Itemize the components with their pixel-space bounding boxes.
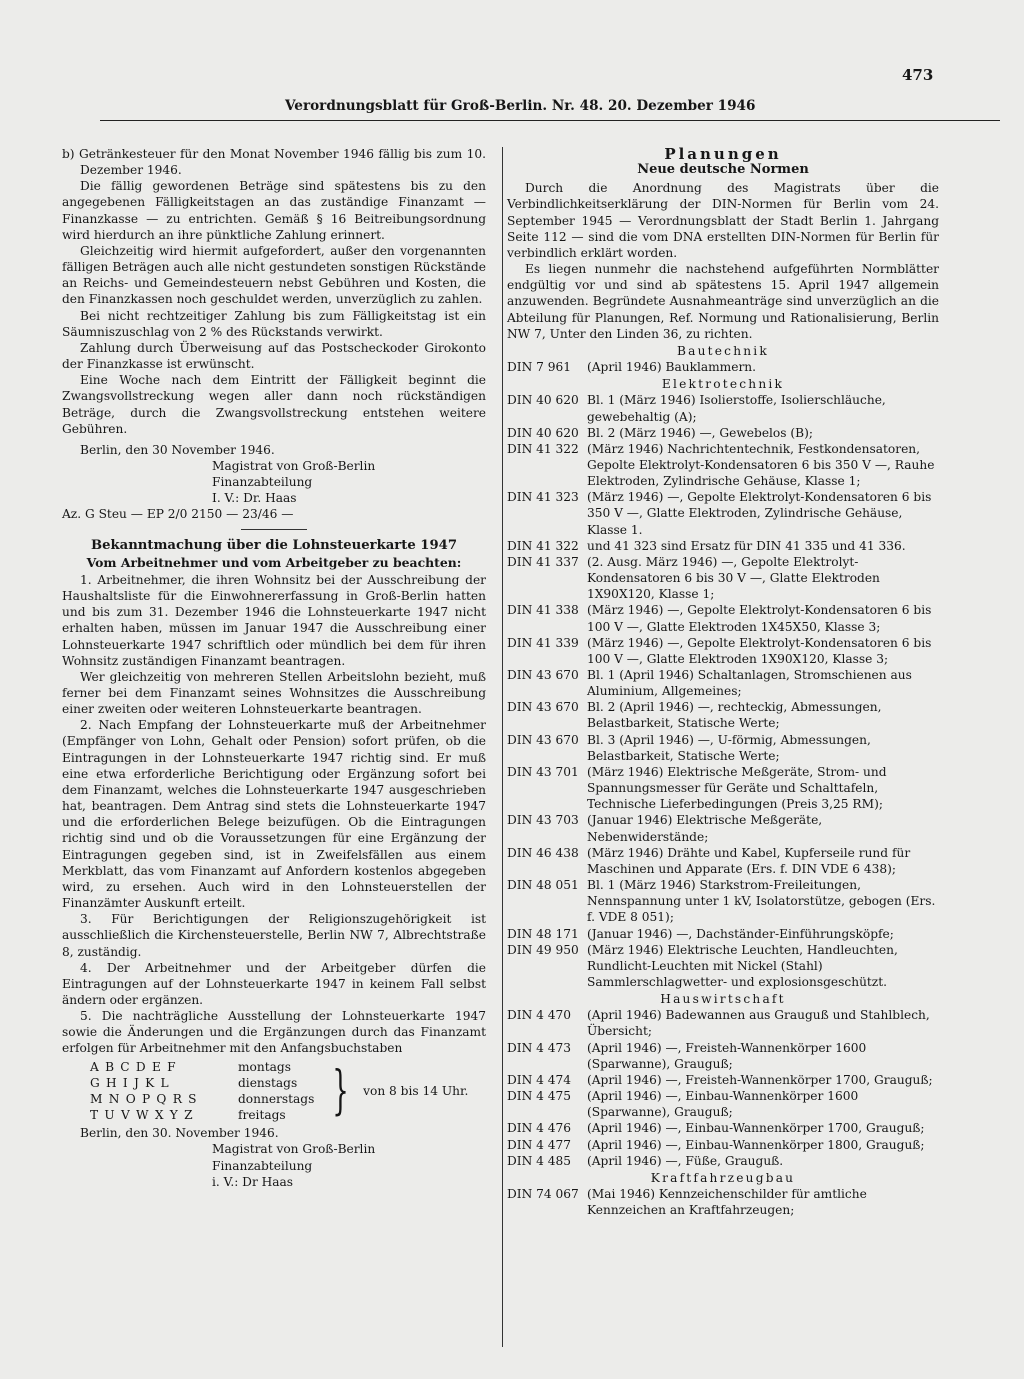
norm-table-hauswirtschaft [507, 1007, 939, 1169]
norm-code: DIN 41 337 [507, 554, 579, 569]
letter-schedule [90, 1059, 486, 1124]
norm-title: (April 1946) —, Einbau-Wannenkörper 1600 (Sparwanne), Grauguß; [587, 1089, 859, 1120]
norm-code: DIN 48 051 [507, 878, 579, 893]
norm-code: DIN 7 961 [507, 360, 572, 375]
norm-title: und 41 323 sind Ersatz für DIN 41 335 und 41 336. [587, 538, 906, 553]
paragraph: Bei nicht rechtzeitiger Zahlung bis zum Fälligkeitstag ist ein Säumniszuschlag von 2 % des Rückstands verwirkt. [62, 308, 486, 339]
paragraph: Die fällig gewordenen Beträge sind spätestens bis zu den angegebenen Fälligkeitstagen an das zuständige Finanzamt — Finanzkasse — zu entrichten. Gemäß § 16 Beitreibungsordnung wird hierdurch an ihre pünktliche Zahlung erinnert. [62, 179, 486, 242]
paragraph: Durch die Anordnung des Magistrats über die Verbindlichkeitserklärung der DIN-Normen für Berlin vom 24. September 1945 — Verordnungsblatt der Stadt Berlin 1. Jahrgang Seite 112 — sind die vom DNA erstellten DIN-Normen für Berlin für verbindlich erklärt worden. [507, 181, 939, 260]
norm-title: (März 1946) Drähte und Kabel, Kupferseile rund für Maschinen und Apparate (Ers. f. DIN VDE 6 438); [587, 845, 911, 876]
schedule-hours: von 8 bis 14 Uhr. [363, 1083, 469, 1098]
norm-title: Bl. 2 (April 1946) —, rechteckig, Abmessungen, Belastbarkeit, Statische Werte; [587, 700, 882, 731]
signature-signer: I. V.: Dr. Haas [212, 491, 297, 506]
signature-department: Finanzabteilung [212, 475, 313, 490]
left-column [62, 146, 486, 1190]
norm-title: (März 1946) —, Gepolte Elektrolyt-Kondensatoren 6 bis 350 V —, Glatte Elektroden, Zylindrische Gehäuse, Klasse 1. [587, 490, 932, 537]
schedule-day: donnerstags [238, 1091, 315, 1106]
norm-title: (April 1946) —, Einbau-Wannenkörper 1700, Grauguß; [587, 1121, 925, 1136]
table-row [507, 538, 939, 554]
norm-title: (April 1946) —, Freisteh-Wannenkörper 1600 (Sparwanne), Grauguß; [587, 1040, 867, 1071]
schedule-day: freitags [238, 1108, 286, 1123]
table-row [507, 441, 939, 489]
schedule-day: montags [238, 1059, 291, 1074]
norm-code: DIN 46 438 [507, 845, 579, 860]
norm-title: Bl. 2 (März 1946) —, Gewebelos (B); [587, 425, 813, 440]
table-row [507, 667, 939, 699]
paragraph: Wer gleichzeitig von mehreren Stellen Arbeitslohn bezieht, muß ferner bei dem Finanzamt seines Wohnsitzes die Ausschreibung einer zweiten oder weiteren Lohnsteuerkarte beantragen. [62, 669, 486, 717]
signature-authority: Magistrat von Groß-Berlin [212, 458, 376, 473]
table-row [507, 764, 939, 812]
paragraph: Es liegen nunmehr die nachstehend aufgeführten Normblätter endgültig vor und sind ab spätestens 15. April 1947 allgemein anzuwenden. Begründete Ausnahmeanträge sind unverzüglich an die Abteilung für Planungen, Ref. Normung und Rationalisierung, Berlin NW 7, Unter den Linden 36, zu richten. [507, 262, 939, 341]
table-row [507, 1137, 939, 1153]
norm-code: DIN 43 701 [507, 764, 579, 779]
table-row [507, 812, 939, 844]
norm-code: DIN 43 703 [507, 813, 579, 828]
table-row [507, 635, 939, 667]
column-divider [502, 147, 503, 1347]
file-reference: Az. G Steu — EP 2/0 2150 — 23/46 — [62, 507, 294, 522]
norm-title: Bl. 3 (April 1946) —, U-förmig, Abmessungen, Belastbarkeit, Statische Werte; [587, 732, 871, 763]
table-row [507, 554, 939, 602]
norm-title: Bl. 1 (März 1946) Isolierstoffe, Isolierschläuche, gewebehaltig (A); [587, 393, 886, 424]
page-number: 473 [902, 66, 934, 84]
table-row [507, 1072, 939, 1088]
paragraph: Zahlung durch Überweisung auf das Postscheckoder Girokonto der Finanzkasse ist erwünscht. [62, 340, 486, 372]
norm-title: (April 1946) Badewannen aus Grauguß und Stahlblech, Übersicht; [587, 1008, 930, 1039]
table-row [507, 1120, 939, 1136]
norm-code: DIN 41 338 [507, 603, 579, 618]
norm-code: DIN 43 670 [507, 732, 579, 747]
signature-department: Finanzabteilung [212, 1158, 313, 1173]
paragraph: b) Getränkesteuer für den Monat November 1946 fällig bis zum 10. Dezember 1946. [62, 147, 486, 178]
norm-code: DIN 41 339 [507, 635, 579, 650]
header-rule [100, 120, 1000, 121]
paragraph: 4. Der Arbeitnehmer und der Arbeitgeber dürfen die Eintragungen auf der Lohnsteuerkarte 1947 in keinem Fall selbst ändern oder ergänzen. [62, 960, 486, 1007]
section-subtitle: Neue deutsche Normen [637, 162, 809, 178]
table-row [507, 926, 939, 942]
norm-code: DIN 4 485 [507, 1153, 572, 1168]
notice-subtitle: Vom Arbeitnehmer und vom Arbeitgeber zu beachten: [86, 554, 462, 570]
schedule-letters: M N O P Q R S [90, 1091, 198, 1106]
schedule-letters: G H I J K L [90, 1075, 170, 1090]
table-row [507, 1040, 939, 1072]
norm-code: DIN 41 323 [507, 490, 579, 505]
norm-code: DIN 48 171 [507, 926, 579, 941]
paragraph: Eine Woche nach dem Eintritt der Fälligkeit beginnt die Zwangsvollstreckung wegen aller dann noch rückständigen Beträge, durch die Zwangsvollstreckung entstehen weitere Gebühren. [62, 373, 486, 436]
norm-category-heading: Kraftfahrzeugbau [650, 1170, 796, 1185]
paragraph: 1. Arbeitnehmer, die ihren Wohnsitz bei der Ausschreibung der Haushaltsliste für die Einwohnererfassung in Groß-Berlin hatten und bis zum 31. Dezember 1946 die Lohnsteuerkarte 1947 nicht erhalten haben, müssen im Januar 1947 die Ausschreibung einer Lohnsteuerkarte 1947 schriftlich oder mündlich bei dem für ihren Wohnsitz zuständigen Finanzamt beantragen. [62, 572, 486, 668]
norm-code: DIN 41 322 [507, 538, 579, 553]
norm-category-heading: Hauswirtschaft [660, 992, 786, 1007]
norm-category-heading: Bautechnik [677, 343, 769, 358]
paragraph: 2. Nach Empfang der Lohnsteuerkarte muß der Arbeitnehmer (Empfänger von Lohn, Gehalt oder Pension) sofort prüfen, ob die Eintragungen in der Lohnsteuerkarte 1947 richtig sind. Er muß eine etwa erforderliche Berichtigung oder Ergänzung sofort bei dem Finanzamt, welches die Lohnsteuerkarte 1947 ausgeschrieben hat, beantragen. Dem Antrag sind stets die Lohnsteuerkarte 1947 und die erforderlichen Belege beizufügen. Ob die Eintragungen richtig sind und ob die Voraussetzungen für eine Ergänzung der Eintragungen gegeben sind, ist in Zweifelsfällen aus einem Merkblatt, das vom Finanzamt auf Anfordern kostenlos abgegeben wird, zu ersehen. Auch wird in den Lohnsteuerstellen der Finanzämter Auskunft erteilt. [62, 718, 486, 911]
schedule-day: dienstags [238, 1075, 298, 1090]
norm-code: DIN 43 670 [507, 668, 579, 682]
table-row [507, 359, 939, 375]
norm-code: DIN 4 470 [507, 1008, 572, 1023]
norm-title: (Januar 1946) —, Dachständer-Einführungsköpfe; [587, 926, 894, 941]
table-row [507, 1153, 939, 1169]
table-row [507, 699, 939, 731]
norm-title: (Januar 1946) Elektrische Meßgeräte, Nebenwiderstände; [587, 813, 823, 844]
norm-title: (März 1946) Elektrische Meßgeräte, Strom- und Spannungsmesser für Geräte und Schalttafeln, Technische Lieferbedingungen (Preis 3,25 RM); [587, 764, 887, 812]
schedule-letters: T U V W X Y Z [90, 1108, 194, 1123]
table-row [507, 1088, 939, 1120]
norm-title: (April 1946) —, Füße, Grauguß. [587, 1153, 784, 1168]
norm-code: DIN 4 476 [507, 1121, 572, 1136]
table-row [507, 877, 939, 925]
norm-title: (März 1946) Nachrichtentechnik, Festkondensatoren, Gepolte Elektrolyt-Kondensatoren 6 bis 350 V —, Rauhe Elektroden, Zylindrische Gehäuse, Klasse 1; [587, 441, 935, 489]
table-row [507, 732, 939, 764]
norm-table-bautechnik [507, 359, 939, 375]
norm-table-elektrotechnik [507, 392, 939, 990]
norm-title: (April 1946) —, Einbau-Wannenkörper 1800, Grauguß; [587, 1137, 925, 1152]
table-row [507, 602, 939, 634]
norm-title: (März 1946) —, Gepolte Elektrolyt-Kondensatoren 6 bis 100 V —, Glatte Elektroden 1X90X120, Klasse 3; [587, 635, 932, 666]
paragraph: Gleichzeitig wird hiermit aufgefordert, außer den vorgenannten fälligen Beträgen auch alle nicht gestundeten sonstigen Rückstände an Reichs- und Gemeindesteuern nebst Gebühren und Kosten, die den Finanzkassen noch geschuldet werden, unverzüglich zu zahlen. [62, 243, 486, 307]
norm-title: (Mai 1946) Kennzeichenschilder für amtliche Kennzeichen an Kraftfahrzeugen; [587, 1187, 867, 1218]
table-row [507, 845, 939, 877]
norm-code: DIN 49 950 [507, 942, 579, 957]
section-rule [241, 529, 307, 530]
norm-title: (April 1946) —, Freisteh-Wannenkörper 1700, Grauguß; [587, 1072, 933, 1087]
norm-code: DIN 4 474 [507, 1072, 572, 1087]
schedule-letters: A B C D E F [90, 1059, 177, 1074]
table-row [507, 489, 939, 537]
norm-title: (April 1946) Bauklammern. [587, 360, 756, 375]
table-row [507, 425, 939, 441]
table-row [507, 1186, 939, 1218]
signature-date: Berlin, den 30. November 1946. [80, 1126, 279, 1141]
page-header [0, 66, 1024, 122]
norm-code: DIN 4 473 [507, 1040, 572, 1055]
norm-category-heading: Elektrotechnik [661, 377, 785, 392]
norm-code: DIN 40 620 [507, 425, 579, 440]
norm-table-kraftfahrzeugbau [507, 1186, 939, 1218]
norm-title: (März 1946) —, Gepolte Elektrolyt-Kondensatoren 6 bis 100 V —, Glatte Elektroden 1X45X50, Klasse 3; [587, 603, 932, 634]
norm-code: DIN 4 475 [507, 1089, 572, 1104]
paragraph: 5. Die nachträgliche Ausstellung der Lohnsteuerkarte 1947 sowie die Änderungen und die Ergänzungen durch das Finanzamt erfolgen für Arbeitnehmer mit den Anfangsbuchstaben [62, 1009, 486, 1056]
norm-title: (2. Ausg. März 1946) —, Gepolte Elektrolyt-Kondensatoren 6 bis 30 V —, Glatte Elektroden 1X90X120, Klasse 1; [587, 554, 880, 602]
norm-title: Bl. 1 (März 1946) Starkstrom-Freileitungen, Nennspannung unter 1 kV, Isolatorstütze, gebogen (Ers. f. VDE 8 051); [587, 878, 936, 925]
norm-code: DIN 40 620 [507, 393, 579, 408]
norm-code: DIN 43 670 [507, 700, 579, 715]
table-row [507, 392, 939, 424]
signature-signer: i. V.: Dr Haas [212, 1174, 294, 1189]
norm-code: DIN 4 477 [507, 1137, 572, 1152]
table-row [507, 1007, 939, 1039]
norm-title: Bl. 1 (April 1946) Schaltanlagen, Stromschienen aus Aluminium, Allgemeines; [587, 668, 912, 699]
table-row [507, 942, 939, 990]
right-column [507, 146, 939, 1218]
norm-code: DIN 41 322 [507, 441, 579, 456]
notice-title: Bekanntmachung über die Lohnsteuerkarte 1947 [90, 537, 458, 553]
section-title: Planungen [664, 145, 782, 163]
paragraph: 3. Für Berichtigungen der Religionszugehörigkeit ist ausschließlich die Kirchensteuerstelle, Berlin NW 7, Albrechtstraße 8, zuständig. [62, 912, 486, 959]
norm-code: DIN 74 067 [507, 1187, 579, 1201]
signature-date: Berlin, den 30 November 1946. [80, 442, 275, 457]
norm-title: (März 1946) Elektrische Leuchten, Handleuchten, Rundlicht-Leuchten mit Nickel (Stahl) Sammlerschlagwetter- und explosionsgeschützt. [587, 942, 898, 989]
signature-authority: Magistrat von Groß-Berlin [212, 1142, 376, 1157]
running-head: Verordnungsblatt für Groß-Berlin. Nr. 48. 20. Dezember 1946 [285, 98, 756, 114]
brace-glyph: } [332, 1060, 349, 1121]
